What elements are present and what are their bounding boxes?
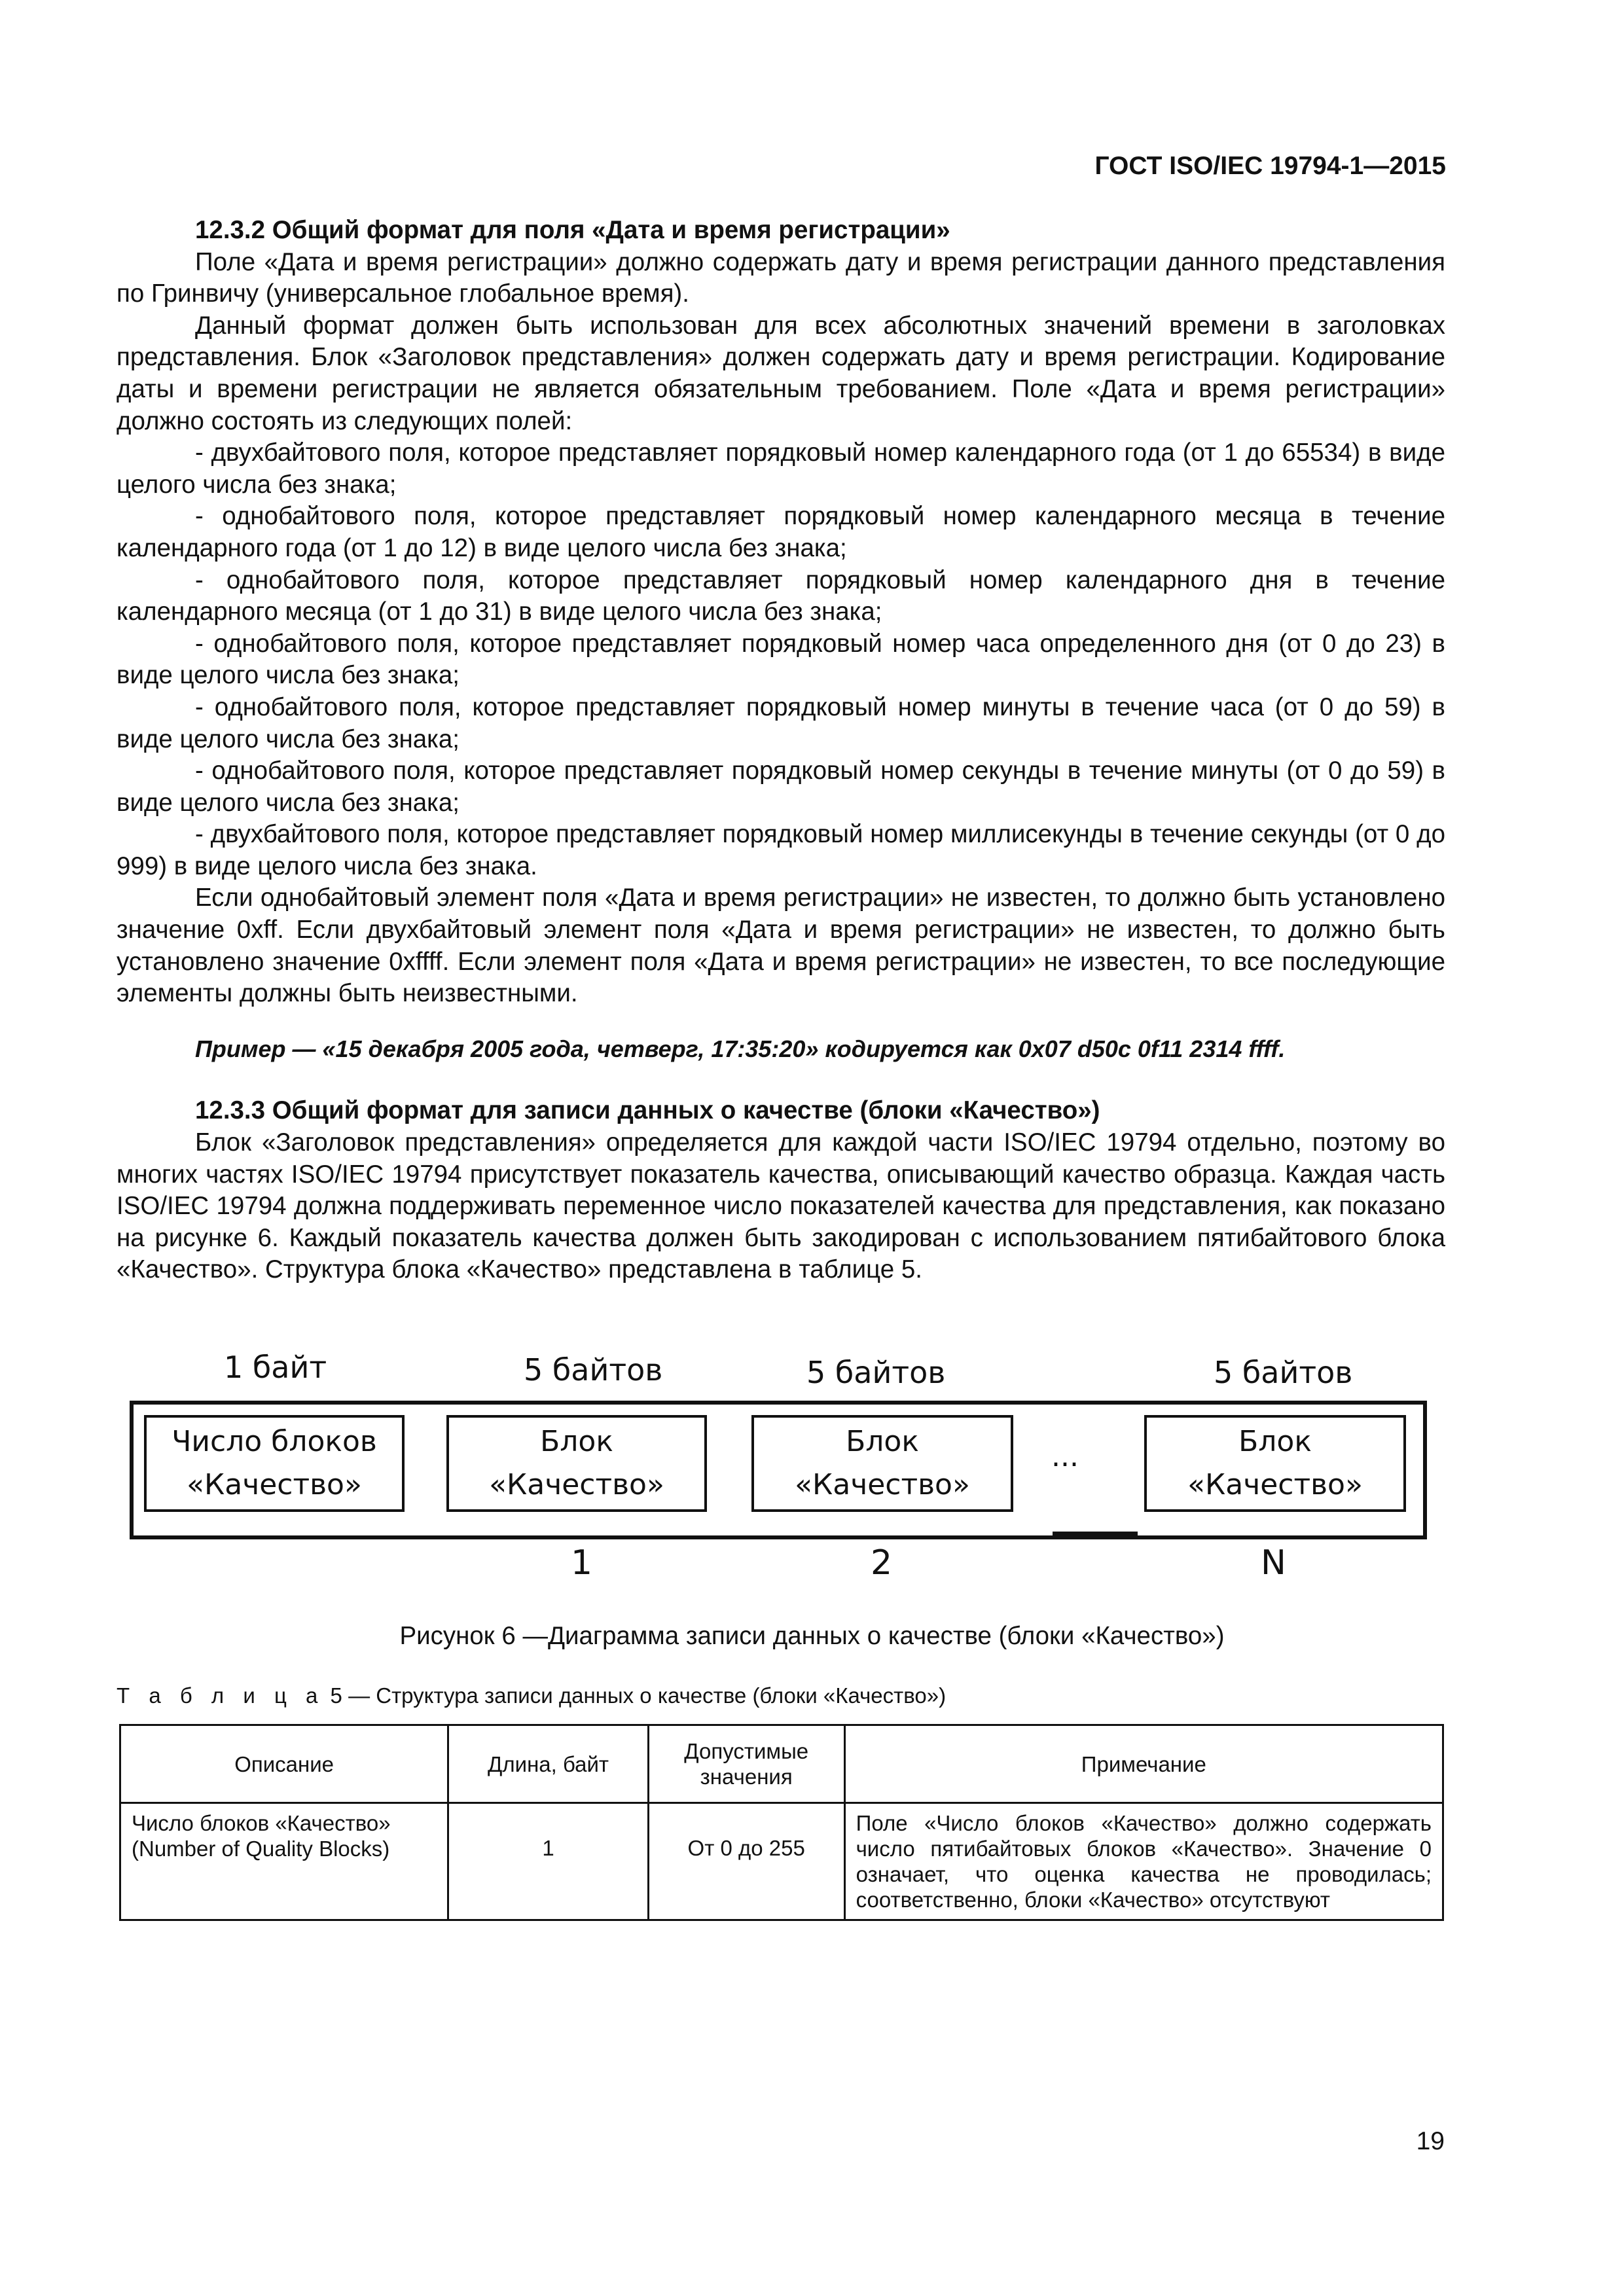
block-count-field [144,1415,405,1512]
main-text [117,215,1445,1286]
cell-length: 1 [448,1803,649,1920]
section-heading-12-3-3: 12.3.3 Общий формат для записи данных о качестве (блоки «Качество») [195,1096,1100,1125]
block-line: «Качество» [1187,1468,1363,1501]
list-item: - однобайтового поля, которое представляет порядковый номер часа определенного дня (от 0 до 23) в виде целого числа без знака; [117,629,1445,690]
block-line: «Качество» [489,1468,664,1501]
column-header: Допустимые значения [648,1725,844,1803]
list-item: - двухбайтового поля, которое представляет порядковый номер календарного года (от 1 до 65534) в виде целого числа без знака; [117,439,1445,499]
frame-gap-marker [1053,1401,1138,1405]
list-item: - двухбайтового поля, которое представляет порядковый номер миллисекунды в течение секунды (от 0 до 999) в виде целого числа без знака. [117,820,1445,880]
table-title-text: 5 — Структура записи данных о качестве (блоки «Качество») [324,1683,947,1708]
block-line: Блок [1238,1425,1312,1458]
size-label: 5 байтов [1214,1355,1353,1390]
paragraph: Блок «Заголовок представления» определяется для каждой части ISO/IEC 19794 отдельно, поэтому во многих частях ISO/IEC 19794 присутствует показатель качества, описывающий качество образца. Каждая часть ISO/IEC 19794 должна поддерживать переменное число показателей качества для представления, как показано на рисунке 6. Каждый показатель качества должен быть закодирован с использованием пятибайтового блока «Качество». Структура блока «Качество» представлена в таблице 5. [117,1128,1445,1284]
table-title [117,1683,946,1708]
paragraph: Данный формат должен быть использован для всех абсолютных значений времени в заголовках представления. Блок «Заголовок представления» должен содержать дату и время регистрации. Кодирование даты и времени регистрации не является обязательным требованием. Поле «Дата и время регистрации» должно состоять из следующих полей: [117,311,1445,435]
list-item: - однобайтового поля, которое представляет порядковый номер календарного месяца в течение календарного года (от 1 до 12) в виде целого числа без знака; [117,502,1445,562]
table-title-prefix: Т а б л и ц а [117,1683,325,1708]
quality-block [751,1415,1013,1512]
column-header: Примечание [844,1725,1443,1803]
block-line: Число блоков [171,1425,377,1458]
list-item: - однобайтового поля, которое представляет порядковый номер минуты в течение часа (от 0 до 59) в виде целого числа без знака; [117,692,1445,753]
cell-values: От 0 до 255 [648,1803,844,1920]
block-line: «Качество» [795,1468,970,1501]
block-line: «Качество» [187,1468,362,1501]
document-code: ГОСТ ISO/IEC 19794-1—2015 [1094,152,1446,180]
table-5 [119,1724,1444,1921]
block-line: Блок [540,1425,613,1458]
table-row [120,1803,1443,1920]
list-item: - однобайтового поля, которое представляет порядковый номер календарного дня в течение календарного месяца (от 1 до 31) в виде целого числа без знака; [117,565,1445,626]
block-index: 1 [571,1543,593,1583]
page-number: 19 [1416,2127,1445,2155]
size-label: 1 байт [224,1350,327,1385]
table-header-row [120,1725,1443,1803]
quality-block [446,1415,707,1512]
list-item: - однобайтового поля, которое представляет порядковый номер секунды в течение минуты (от 0 до 59) в виде целого числа без знака; [117,757,1445,817]
block-line: Блок [846,1425,919,1458]
column-header: Длина, байт [448,1725,649,1803]
frame-gap-marker [1053,1532,1138,1535]
section-heading-12-3-2: 12.3.2 Общий формат для поля «Дата и время регистрации» [195,216,950,244]
size-label: 5 байтов [524,1352,663,1388]
paragraph: Если однобайтовый элемент поля «Дата и время регистрации» не известен, то должно быть установлено значение 0xff. Если двухбайтовый элемент поля «Дата и время регистрации» не известен, то должно быть установлено значение 0xffff. Если элемент поля «Дата и время регистрации» не известен, то все последующие элементы должны быть неизвестными. [117,884,1445,1008]
figure-6-diagram [117,1335,1445,1610]
example-text: Пример — «15 декабря 2005 года, четверг, 17:35:20» кодируется как 0x07 d50c 0f11 2314 ffff. [195,1035,1286,1062]
quality-block [1144,1415,1406,1512]
size-label: 5 байтов [806,1355,946,1390]
paragraph: Поле «Дата и время регистрации» должно содержать дату и время регистрации данного представления по Гринвичу (универсальное глобальное время). [117,247,1445,308]
cell-description: Число блоков «Качество» (Number of Quality Blocks) [120,1803,448,1920]
figure-caption: Рисунок 6 —Диаграмма записи данных о качестве (блоки «Качество») [399,1622,1225,1650]
ellipsis: ... [1051,1440,1079,1473]
block-index: N [1261,1543,1286,1583]
column-header: Описание [120,1725,448,1803]
cell-note: Поле «Число блоков «Качество» должно содержать число пятибайтовых блоков «Качество». Значение 0 означает, что оценка качества не проводилась; соответственно, блоки «Качество» отсутствуют [844,1803,1443,1920]
block-index: 2 [871,1543,893,1583]
